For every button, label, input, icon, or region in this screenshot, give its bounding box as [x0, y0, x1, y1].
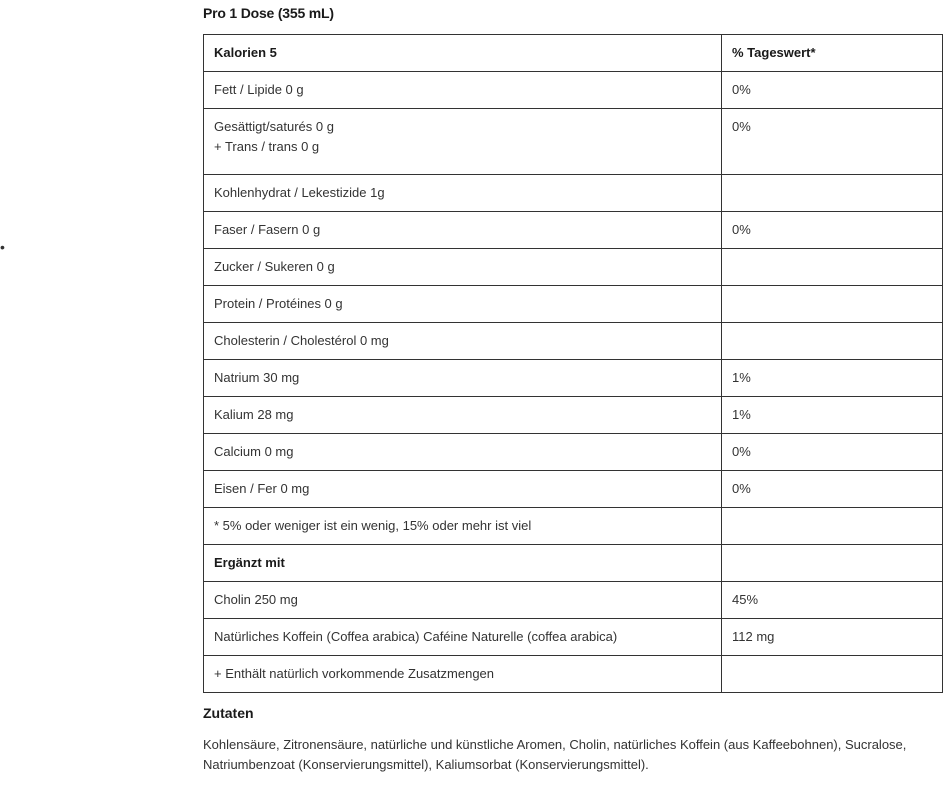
nutrient-name: Calcium 0 mg	[204, 434, 722, 471]
table-row	[204, 175, 943, 212]
nutrient-value: 112 mg	[722, 619, 943, 656]
table-row	[204, 249, 943, 286]
nutrient-value	[722, 249, 943, 286]
nutrient-name: Protein / Protéines 0 g	[204, 286, 722, 323]
nutrient-value	[722, 175, 943, 212]
daily-value-header: % Tageswert*	[722, 35, 943, 72]
table-row	[204, 109, 943, 175]
nutrient-value: 0%	[722, 434, 943, 471]
table-row	[204, 619, 943, 656]
table-row	[204, 323, 943, 360]
nutrient-value: 1%	[722, 360, 943, 397]
nutrient-value	[722, 286, 943, 323]
nutrient-name: + Enthält natürlich vorkommende Zusatzmengen	[204, 656, 722, 693]
table-row	[204, 508, 943, 545]
table-row	[204, 545, 943, 582]
nutrient-name: Kalium 28 mg	[204, 397, 722, 434]
ingredients-text: Kohlensäure, Zitronensäure, natürliche und künstliche Aromen, Cholin, natürliches Koffein (aus Kaffeebohnen), Sucralose, Natriumbenzoat (Konservierungsmittel), Kaliumsorbat (Konservierungsmittel).	[203, 737, 907, 772]
nutrient-value: 0%	[722, 471, 943, 508]
nutrient-name: Cholesterin / Cholestérol 0 mg	[204, 323, 722, 360]
table-row	[204, 212, 943, 249]
nutrient-name: Cholin 250 mg	[204, 582, 722, 619]
nutrient-name	[204, 109, 722, 175]
table-row	[204, 471, 943, 508]
nutrient-name: Eisen / Fer 0 mg	[204, 471, 722, 508]
section-heading: Ergänzt mit	[204, 545, 722, 582]
list-bullet: •	[0, 239, 5, 255]
nutrient-value: 45%	[722, 582, 943, 619]
nutrient-value: 1%	[722, 397, 943, 434]
nutrient-name: Natürliches Koffein (Coffea arabica) Caféine Naturelle (coffea arabica)	[204, 619, 722, 656]
table-row	[204, 397, 943, 434]
table-row	[204, 434, 943, 471]
table-row	[204, 72, 943, 109]
nutrient-value	[722, 545, 943, 582]
table-row	[204, 360, 943, 397]
nutrient-value	[722, 656, 943, 693]
nutrient-name-line: Gesättigt/saturés 0 g	[214, 119, 334, 134]
nutrient-value	[722, 508, 943, 545]
ingredients-title: Zutaten	[203, 705, 254, 721]
table-header-row	[204, 35, 943, 72]
table-row	[204, 286, 943, 323]
nutrient-value: 0%	[722, 212, 943, 249]
nutrient-name: Fett / Lipide 0 g	[204, 72, 722, 109]
table-row	[204, 656, 943, 693]
nutrition-facts-table	[203, 34, 943, 693]
nutrient-name: Kohlenhydrat / Lekestizide 1g	[204, 175, 722, 212]
nutrient-name-line: + Trans / trans 0 g	[214, 139, 320, 154]
table-row	[204, 582, 943, 619]
nutrient-value: 0%	[722, 72, 943, 109]
footnote: * 5% oder weniger ist ein wenig, 15% oder mehr ist viel	[204, 508, 722, 545]
nutrient-value: 0%	[722, 109, 943, 175]
serving-size-title: Pro 1 Dose (355 mL)	[203, 5, 334, 21]
calories-header: Kalorien 5	[204, 35, 722, 72]
nutrient-name: Faser / Fasern 0 g	[204, 212, 722, 249]
nutrient-value	[722, 323, 943, 360]
nutrient-name: Zucker / Sukeren 0 g	[204, 249, 722, 286]
nutrient-name: Natrium 30 mg	[204, 360, 722, 397]
